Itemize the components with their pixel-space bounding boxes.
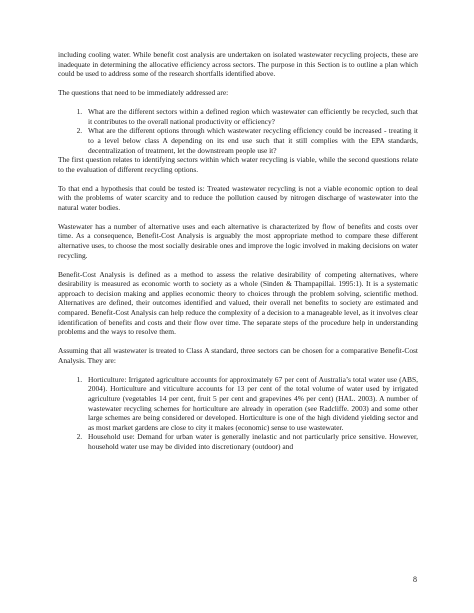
list-item-sector-horticulture: 1. Horticulture: Irrigated agriculture accounts for approximately 67 per cent of Australia’s total water use (ABS, 2004). Horticulture and viticulture accounts for 13 per cent of the total volume of water used by irrigated agriculture (vegetables 14 per cent, fruit 5 per cent and grapevines 4% per cent) (HAL. 2003). A number of wastewater recycling schemes for horticulture are already in operation (see Radcliffe. 2003) and some other large schemes are being considered or developed. Horticulture is one of the high dividend yielding sector and as most market gardens are close to city it makes (economic) sense to use wastewater.: [84, 375, 418, 433]
paragraph-questions-lead: The questions that need to be immediately addressed are:: [58, 88, 229, 98]
paragraph-alternative-uses: Wastewater has a number of alternative uses and each alternative is characterized by flow of benefits and costs over time. As a consequence, Benefit-Cost Analysis is arguably the most appropriate method to compare these different alternative uses, to choose the most socially desirable ones and improve the logic involved in making decisions on water recycling.: [58, 221, 418, 260]
list-item-question-1: 1. What are the different sectors within a defined region which wastewater can efficiently be recycled, such that it contributes to the overall national productivity or efficiency?: [84, 107, 418, 126]
paragraph-question-relation: The first question relates to identifying sectors within which water recycling is viable, while the second questions relate to the evaluation of different recycling options.: [58, 155, 418, 174]
paragraph-intro: including cooling water. While benefit cost analysis are undertaken on isolated wastewater recycling projects, these are inadequate in determining the allocative efficiency across sectors. The purpose in this Section is to outline a plan which could be used to address some of the research shortfalls identified above.: [58, 50, 418, 79]
list-item-sector-household: 2. Household use: Demand for urban water is generally inelastic and not particularly price sensitive. However, household water use may be divided into discretionary (outdoor) and: [84, 432, 418, 451]
paragraph-hypothesis: To that end a hypothesis that could be tested is: Treated wastewater recycling is not a viable economic option to deal with the problems of water scarcity and to reduce the pollution caused by nitrogen discharge of wastewater into the natural water bodies.: [58, 183, 418, 212]
sectors-list: [58, 375, 418, 452]
list-item-question-2: 2. What are the different options through which wastewater recycling efficiency could be increased - treating it to a level below class A depending on its end use such that it still complies with the EPA standards, decentralization of treatment, let the downstream people use it?: [84, 126, 418, 155]
paragraph-sectors-lead: Assuming that all wastewater is treated to Class A standard, three sectors can be chosen for a comparative Benefit-Cost Analysis. They are:: [58, 346, 418, 365]
page-number: 8: [413, 575, 417, 584]
paragraph-bca-definition: Benefit-Cost Analysis is defined as a method to assess the relative desirability of competing alternatives, where desirability is measured as economic worth to society as a whole (Sinden & Thampapillai. 1995:1). It is a systematic approach to decision making and applies economic theory to choices through the problem solving, scientific method. Alternatives are defined, their outcomes identified and valued, their overall net benefits to society are estimated and compared. Benefit-Cost Analysis can help reduce the complexity of a decision to a manageable level, as it involves clear identification of benefits and costs and their flow over time. The separate steps of the procedure help in understanding problems and the ways to resolve them.: [58, 269, 418, 337]
questions-list: [58, 107, 418, 155]
document-page: [58, 50, 418, 452]
